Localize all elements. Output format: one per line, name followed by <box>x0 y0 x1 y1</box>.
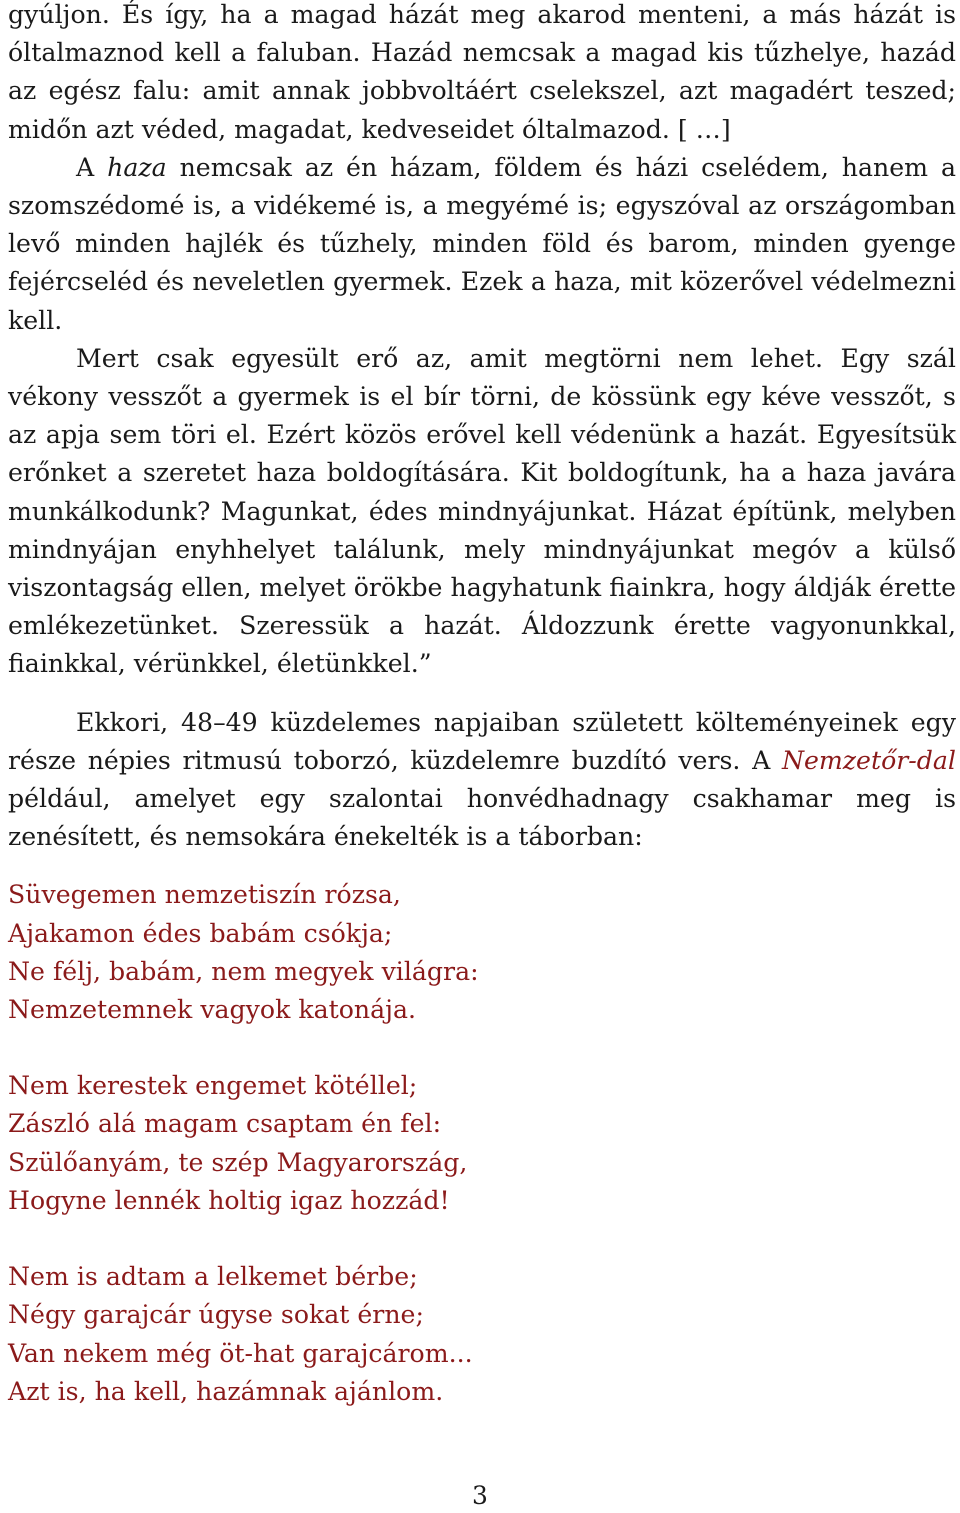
poem-line: Négy garajcár úgyse sokat érne; <box>8 1300 424 1330</box>
paragraph-4-rest: például, amelyet egy szalontai honvédhadnagy csakhamar meg is zenésített, és nemsokára énekelték is a táborban: <box>8 784 956 852</box>
poem-line: Van nekem még öt-hat garajcárom... <box>8 1338 473 1368</box>
poem-line: Zászló alá magam csaptam én fel: <box>8 1109 442 1139</box>
poem-line: Nem is adtam a lelkemet bérbe; <box>8 1262 418 1292</box>
poem-line: Süvegemen nemzetiszín rózsa, <box>8 880 401 910</box>
paragraph-2 <box>8 149 956 340</box>
paragraph-2-rest: nemcsak az én házam, földem és házi cselédem, hanem a szomszédomé is, a vidékemé is, a megyémé is; egyszóval az országomban levő minden hajlék és tűzhely, minden föld és barom, minden gyenge fejércseléd és neveletlen gyermek. Ezek a haza, mit közerővel védelmezni kell. <box>8 152 956 335</box>
poem-line: Ne félj, babám, nem megyek világra: <box>8 956 479 986</box>
paragraph-4-start: Ekkori, 48–49 küzdelemes napjaiban született költeményeinek egy része népies ritmusú toborzó, küzdelemre buzdító vers. A <box>8 707 956 775</box>
poem-title-nemzetor-dal: Nemzetőr-dal <box>781 745 956 775</box>
poem-stanza-1 <box>8 876 956 1029</box>
poem-line: Azt is, ha kell, hazámnak ajánlom. <box>8 1376 444 1406</box>
poem-line: Nemzetemnek vagyok katonája. <box>8 995 416 1025</box>
paragraph-3: Mert csak egyesült erő az, amit megtörni nem lehet. Egy szál vékony vesszőt a gyermek is el bír törni, de kössünk egy kéve vesszőt, s az apja sem töri el. Ezért közös erővel kell védenünk a hazát. Egyesítsük erőnket a szeretet haza boldogítására. Kit boldogítunk, ha a haza javára munkálkodunk? Magunkat, édes mindnyájunkat. Házat építünk, melyben mindnyájan enyhhelyet találunk, mely mindnyájunkat megóv a külső viszontagság ellen, melyet örökbe hagyhatunk fiainkra, hogy áldják érette emlékezetünket. Szeressük a hazát. Áldozzunk érette vagyonunkkal, fiainkkal, vérünkkel, életünkkel.” <box>8 343 956 679</box>
paragraph-4 <box>8 704 956 857</box>
page-number: 3 <box>472 1481 488 1510</box>
poem-line: Nem kerestek engemet kötéllel; <box>8 1071 418 1101</box>
poem-line: Hogyne lennék holtig igaz hozzád! <box>8 1185 450 1215</box>
paragraph-1: gyúljon. És így, ha a magad házát meg akarod menteni, a más házát is óltalmaznod kell a faluban. Hazád nemcsak a magad kis tűzhelye, hazád az egész falu: amit annak jobbvoltáért cselekszel, azt magadért teszed; midőn azt véded, magadat, kedveseidet óltalmazod. [ …] <box>8 0 956 144</box>
poem-line: Ajakamon édes babám csókja; <box>8 918 393 948</box>
italic-haza: haza <box>107 152 167 182</box>
poem-stanza-2 <box>8 1067 956 1220</box>
paragraph-2-start: A <box>76 152 108 182</box>
poem-line: Szülőanyám, te szép Magyarország, <box>8 1147 468 1177</box>
poem-stanza-3 <box>8 1258 956 1411</box>
document-page <box>8 0 956 1411</box>
